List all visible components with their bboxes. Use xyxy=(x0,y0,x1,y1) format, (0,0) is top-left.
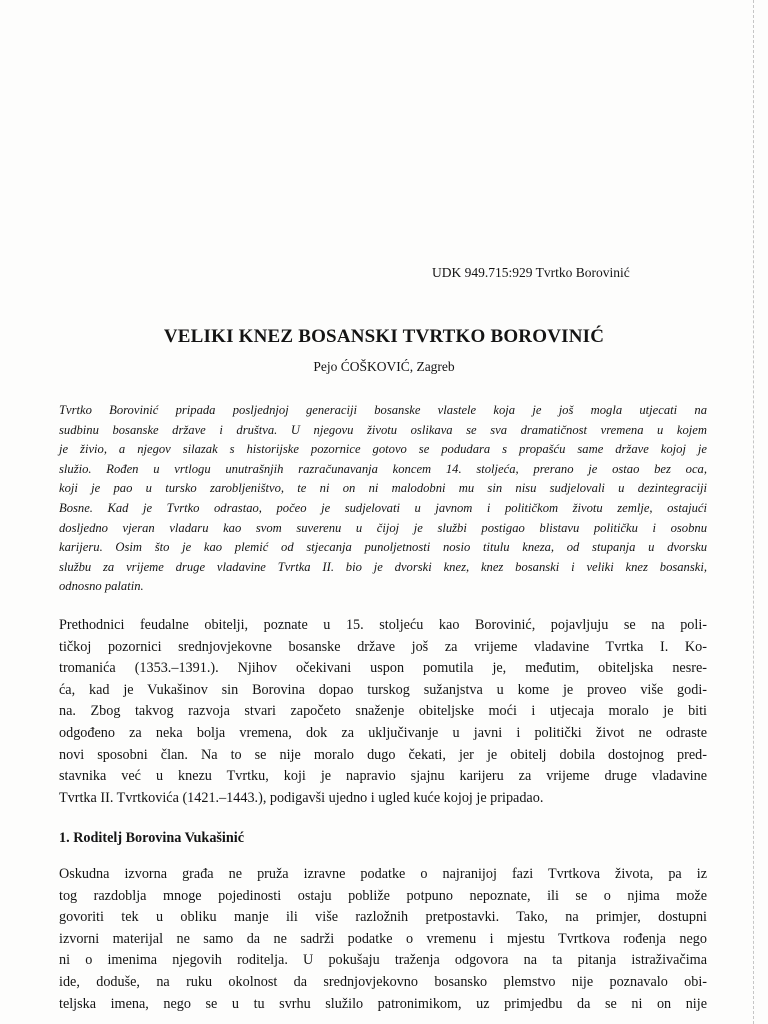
paragraph-line: tičkoj pozornici srednjovjekovne bosanske države još za vrijeme vladavine Tvrtka I. Ko- xyxy=(59,638,707,655)
paragraph-line: tog razdoblja mnoge pojedinosti ostaju pobliže potpuno nepoznate, ili se o njima može xyxy=(59,887,707,904)
paragraph-line: izvorni materijal ne samo da ne sadrži podatke o vremenu i mjestu Tvrtkova rođenja nego xyxy=(59,930,707,947)
intro-paragraph xyxy=(59,617,707,811)
paragraph-line: ide, doduše, na ruku okolnost da srednjovjekovno bosansko plemstvo nije poznavalo obi- xyxy=(59,973,707,990)
scan-edge-artifact xyxy=(751,0,754,1024)
paragraph-line: ni o imenima njegovih roditelja. U pokušaju traženja odgovora na ta pitanja istraživačima xyxy=(59,952,707,969)
paragraph-line: odgođeno za neka bolja vremena, dok za uključivanje u javni i politički život ne odraste xyxy=(59,724,707,741)
paragraph-line: teljska imena, nego se u tu svrhu služilo patronimikom, uz primjedbu da se ni on nije xyxy=(59,995,707,1012)
abstract-line: je živio, a njegov silazak s historijske pozornice gotovo se podudara s propašću same države kojoj je xyxy=(59,442,707,457)
abstract-line: koji je pao u tursko zarobljeništvo, te ni on ni malodobni mu sin nisu sudjelovali u dezintegraciji xyxy=(59,481,707,496)
abstract xyxy=(59,403,707,599)
paragraph-line: govoriti tek u obliku manje ili više razložnih pretpostavki. Tako, na primjer, dostupni xyxy=(59,909,707,926)
udk-classification: UDK 949.715:929 Tvrtko Borovinić xyxy=(432,265,630,280)
abstract-line: služio. Rođen u vrtlogu unutrašnjih razračunavanja koncem 14. stoljeća, prerano je ostao bez oca, xyxy=(59,461,707,476)
section-paragraph xyxy=(59,866,707,1017)
abstract-line: Bosne. Kad je Tvrtko odrastao, počeo je sudjelovati u javnom i političkom životu zemlje, ostajući xyxy=(59,500,707,515)
paragraph-line: Oskudna izvorna građa ne pruža izravne podatke o najranijoj fazi Tvrtkova života, pa iz xyxy=(59,866,707,882)
section-heading: 1. Roditelj Borovina Vukašinić xyxy=(59,830,245,846)
abstract-line: Tvrtko Borovinić pripada posljednjoj generaciji bosanske vlastele koja je još mogla utjecati na xyxy=(59,403,707,417)
article-title: VELIKI KNEZ BOSANSKI TVRTKO BOROVINIĆ xyxy=(163,326,605,347)
abstract-line: dosljedno vjeran vladaru kao svom suverenu u čijoj je službi postigao blistavu političku i osobnu xyxy=(59,520,707,535)
paragraph-line: Prethodnici feudalne obitelji, poznate u 15. stoljeću kao Borovinić, pojavljuju se na poli- xyxy=(59,617,707,633)
article-author: Pejo ĆOŠKOVIĆ, Zagreb xyxy=(313,359,455,374)
paragraph-line: na. Zbog takvog razvoja stvari započeto snaženje obiteljske moći i utjecaja moralo je biti xyxy=(59,703,707,720)
abstract-line: službu za vrijeme druge vladavine Tvrtka II. bio je dvorski knez, knez bosanski i veliki knez bosanski, xyxy=(59,559,707,574)
paragraph-line: novi sposobni član. Na to se nije moralo dugo čekati, jer je obitelj dobila dostojnog pred- xyxy=(59,746,707,763)
paragraph-line: stavnika već u knezu Tvrtku, koji je napravio sjajnu karijeru za vrijeme druge vladavine xyxy=(59,768,707,785)
paragraph-line: Tvrtka II. Tvrtkovića (1421.–1443.), podigavši ujedno i ugled kuće kojoj je pripadao. xyxy=(59,789,544,806)
paragraph-line: ća, kad je Vukašinov sin Borovina dopao turskog sužanjstva u kome je proveo više godi- xyxy=(59,681,707,698)
abstract-line: karijeru. Osim što je kao plemić od stjecanja punoljetnosti nosio titulu kneza, od stupanja u dvorsku xyxy=(59,540,707,555)
abstract-line: odnosno palatin. xyxy=(59,579,144,594)
abstract-line: sudbinu bosanske države i društva. U njegovu životu oslikava se sva dramatičnost vremena u kojem xyxy=(59,422,707,437)
paragraph-line: tromanića (1353.–1391.). Njihov očekivani uspon pomutila je, međutim, obiteljska nesre- xyxy=(59,660,707,677)
